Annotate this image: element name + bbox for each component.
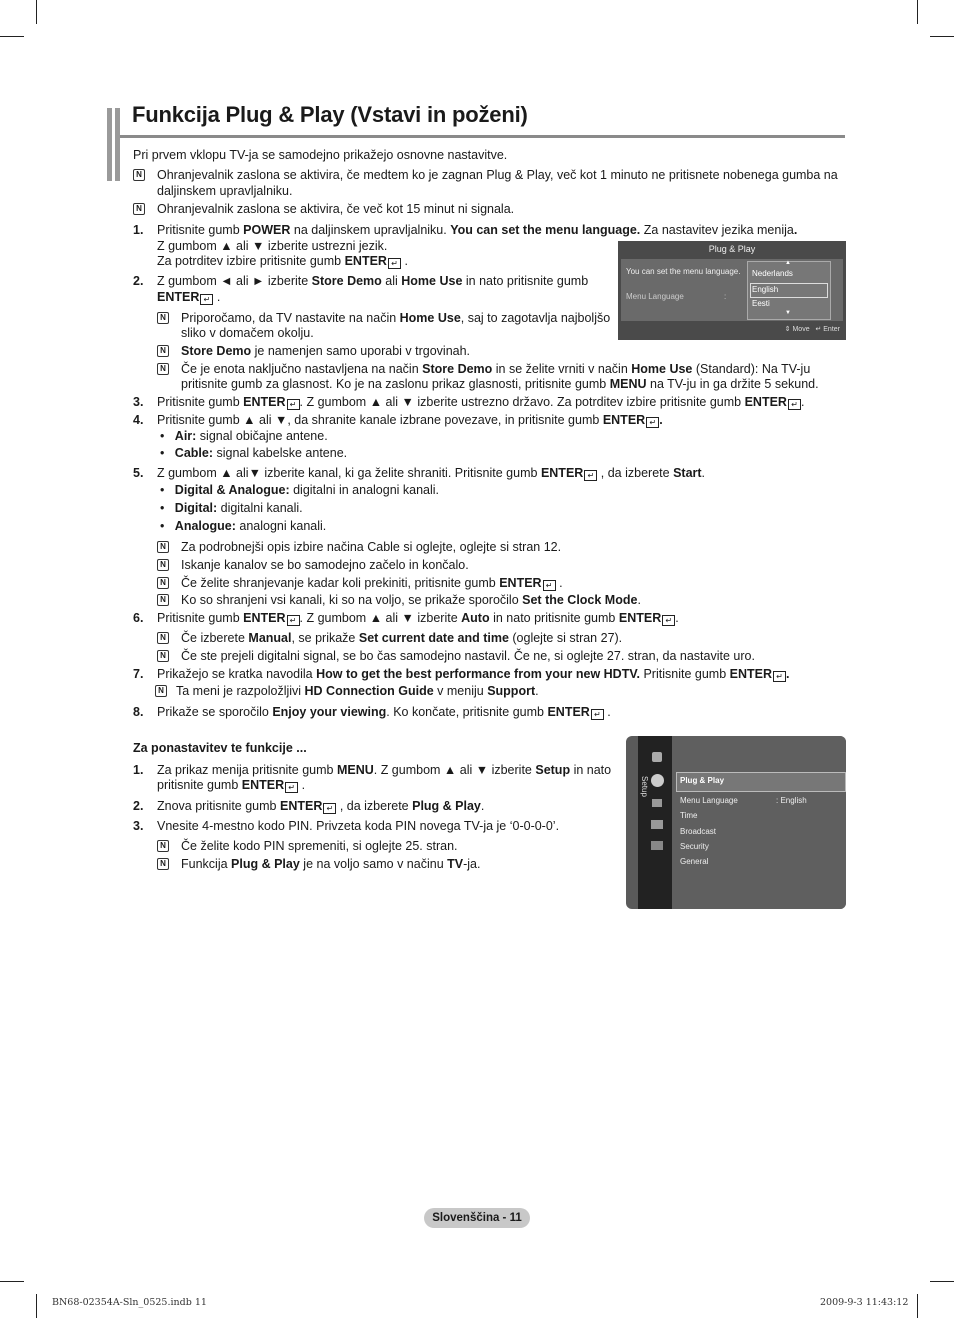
step-text: Pritisnite gumb ENTER ↵ . Z gumbom ▲ ali ▼ izberite Auto in nato pritisnite gumb ENTER ↵ . bbox=[157, 611, 679, 625]
step-text: Z gumbom ▲ ali ▼ izberite ustrezni jezik. bbox=[157, 239, 388, 253]
print-file-info: BN68-02354A-Sln_0525.indb 11 bbox=[52, 1297, 207, 1308]
step-text: Z gumbom ◄ ali ► izberite Store Demo ali Home Use in nato pritisnite gumb bbox=[157, 274, 589, 288]
note-icon: N bbox=[157, 650, 169, 662]
enter-label: Enter bbox=[823, 326, 840, 333]
bullet-item: • Air: signal običajne antene. bbox=[160, 429, 328, 443]
step-number: 6. bbox=[133, 611, 144, 625]
title-accent-bar bbox=[107, 108, 112, 181]
note-text: Če želite kodo PIN spremeniti, si oglejte 25. stran. bbox=[181, 839, 458, 853]
menu-item-plug-play[interactable]: Plug & Play bbox=[680, 776, 725, 785]
language-option[interactable]: Nederlands bbox=[752, 269, 793, 278]
osd-menu-panel bbox=[672, 736, 846, 909]
enter-icon: ↵ bbox=[323, 803, 336, 814]
step-text: Pritisnite gumb ENTER ↵ . Z gumbom ▲ ali ▼ izberite ustrezno državo. Za potrditev izbire pritisnite gumb ENTER ↵ . bbox=[157, 395, 805, 409]
note-icon: N bbox=[155, 685, 167, 697]
note-icon: N bbox=[133, 169, 145, 181]
note-text: Če je enota naključno nastavljena na način Store Demo in se želite vrniti v način Home Use (Standard): Na TV-ju bbox=[181, 362, 811, 376]
language-option[interactable]: English bbox=[752, 285, 779, 294]
osd-header: Plug & Play bbox=[708, 244, 756, 254]
step-text: Znova pritisnite gumb ENTER ↵ , da izberete Plug & Play. bbox=[157, 799, 485, 813]
move-icon: ⇕ bbox=[784, 326, 791, 333]
enter-icon: ↵ bbox=[287, 399, 300, 410]
crop-mark bbox=[930, 1281, 954, 1282]
bullet-item: • Analogue: analogni kanali. bbox=[160, 519, 327, 533]
note-icon: N bbox=[157, 559, 169, 571]
menu-item[interactable]: Broadcast bbox=[680, 827, 717, 836]
step-number: 3. bbox=[133, 395, 144, 409]
crop-mark bbox=[36, 1294, 37, 1318]
crop-mark bbox=[930, 36, 954, 37]
note-icon: N bbox=[133, 203, 145, 215]
note-text: Funkcija Plug & Play je na voljo samo v načinu TV-ja. bbox=[181, 857, 481, 871]
note-text: Ta meni je razpoložljivi HD Connection Guide v meniju Support. bbox=[176, 684, 539, 698]
osd-label: Menu Language bbox=[626, 292, 684, 301]
enter-icon: ↵ bbox=[815, 326, 822, 333]
step-text: ENTER ↵ . bbox=[157, 290, 221, 304]
note-icon: N bbox=[157, 312, 169, 324]
note-text: Če izberete Manual, se prikaže Set current date and time (oglejte si stran 27). bbox=[181, 631, 623, 645]
note-text: Priporočamo, da TV nastavite na način Home Use, saj to zagotavlja najboljšo bbox=[181, 311, 611, 325]
enter-icon: ↵ bbox=[543, 580, 556, 591]
menu-item[interactable]: General bbox=[680, 857, 709, 866]
bullet-item: • Cable: signal kabelske antene. bbox=[160, 446, 348, 460]
step-text: Pritisnite gumb ▲ ali ▼, da shranite kanale izbrane povezave, in pritisnite gumb ENTER ↵ . bbox=[157, 413, 663, 427]
note-icon: N bbox=[157, 858, 169, 870]
title-accent-bar bbox=[115, 108, 120, 181]
note-icon: N bbox=[157, 345, 169, 357]
setup-label: Setup bbox=[640, 776, 649, 797]
step-text: Prikažejo se kratka navodila How to get the best performance from your new HDTV. Pritisnite gumb ENTER ↵ . bbox=[157, 667, 790, 681]
bullet-item: • Digital & Analogue: digitalni in analogni kanali. bbox=[160, 483, 440, 497]
note-text: sliko v domačem okolju. bbox=[181, 326, 314, 340]
language-option[interactable]: Eesti bbox=[752, 299, 770, 308]
crop-mark bbox=[917, 1294, 918, 1318]
application-icon bbox=[651, 820, 663, 829]
osd-body bbox=[621, 259, 843, 321]
title-underline bbox=[120, 135, 845, 138]
crop-mark bbox=[917, 0, 918, 24]
step-number: 5. bbox=[133, 466, 144, 480]
note-text: Ohranjevalnik zaslona se aktivira, če več kot 15 minut ni signala. bbox=[157, 202, 515, 216]
note-text: pritisnite gumb za glasnost. Ko je na zaslonu prikaz glasnosti, pritisnite gumb MENU na TV-ju in ga držite 5 sekund. bbox=[181, 377, 819, 391]
step-number: 7. bbox=[133, 667, 144, 681]
gear-icon bbox=[651, 774, 664, 787]
note-text: Če želite shranjevanje kadar koli prekiniti, pritisnite gumb ENTER ↵ . bbox=[181, 576, 563, 590]
osd-footer bbox=[618, 325, 840, 333]
step-number: 3. bbox=[133, 819, 144, 833]
note-text: Ohranjevalnik zaslona se aktivira, če medtem ko je zagnan Plug & Play, več kot 1 minuto ne pritisnete nobenega gumba na bbox=[157, 168, 838, 182]
enter-icon: ↵ bbox=[591, 709, 604, 720]
step-text: Za potrditev izbire pritisnite gumb ENTER ↵ . bbox=[157, 254, 408, 268]
step-number: 2. bbox=[133, 274, 144, 288]
note-text: Za podrobnejši opis izbire načina Cable si oglejte, oglejte si stran 12. bbox=[181, 540, 562, 554]
note-icon: N bbox=[157, 541, 169, 553]
note-icon: N bbox=[157, 363, 169, 375]
menu-item[interactable]: Security bbox=[680, 842, 709, 851]
note-icon: N bbox=[157, 577, 169, 589]
crop-mark bbox=[36, 0, 37, 24]
note-text: daljinskem upravljalniku. bbox=[157, 184, 293, 198]
bullet-item: • Digital: digitalni kanali. bbox=[160, 501, 303, 515]
note-icon: N bbox=[157, 840, 169, 852]
step-text: Z gumbom ▲ ali▼ izberite kanal, ki ga želite shraniti. Pritisnite gumb ENTER ↵ , da izberete Start. bbox=[157, 466, 706, 480]
page-title: Funkcija Plug & Play (Vstavi in poženi) bbox=[132, 102, 528, 127]
input-icon bbox=[652, 799, 662, 807]
enter-icon: ↵ bbox=[287, 615, 300, 626]
step-number: 1. bbox=[133, 223, 144, 237]
scroll-down-icon[interactable]: ▼ bbox=[785, 310, 791, 316]
support-icon bbox=[651, 841, 663, 850]
menu-value: : English bbox=[776, 796, 807, 805]
menu-item[interactable]: Time bbox=[680, 811, 698, 820]
picture-icon bbox=[652, 752, 662, 762]
step-text: pritisnite gumb ENTER ↵ . bbox=[157, 778, 306, 792]
osd-language-screen bbox=[618, 241, 846, 340]
scroll-up-icon[interactable]: ▲ bbox=[785, 260, 791, 266]
step-number: 4. bbox=[133, 413, 144, 427]
note-text: Če ste prejeli digitalni signal, se bo čas samodejno nastavil. Če ne, si oglejte 27. stran, da nastavite uro. bbox=[181, 649, 755, 663]
intro-text: Pri prvem vklopu TV-ja se samodejno prikažejo osnovne nastavitve. bbox=[133, 148, 508, 162]
note-text: Iskanje kanalov se bo samodejno začelo in končalo. bbox=[181, 558, 469, 572]
note-text: Ko so shranjeni vsi kanali, ki so na voljo, se prikaže sporočilo Set the Clock Mode. bbox=[181, 593, 641, 607]
step-text: Za prikaz menija pritisnite gumb MENU. Z gumbom ▲ ali ▼ izberite Setup in nato bbox=[157, 763, 612, 777]
enter-icon: ↵ bbox=[773, 671, 786, 682]
enter-icon: ↵ bbox=[584, 470, 597, 481]
section-heading: Za ponastavitev te funkcije ... bbox=[133, 741, 307, 755]
step-text: Vnesite 4-mestno kodo PIN. Privzeta koda PIN novega TV-ja je ‘0-0-0-0’. bbox=[157, 819, 560, 833]
enter-icon: ↵ bbox=[646, 417, 659, 428]
step-number: 8. bbox=[133, 705, 144, 719]
language-list[interactable] bbox=[747, 261, 831, 320]
menu-item[interactable]: Menu Language bbox=[680, 796, 738, 805]
step-number: 1. bbox=[133, 763, 144, 777]
enter-icon: ↵ bbox=[388, 258, 401, 269]
page-number-label: Slovenščina - 11 bbox=[424, 1208, 530, 1228]
print-date-info: 2009-9-3 11:43:12 bbox=[820, 1297, 909, 1308]
osd-message: You can set the menu language. bbox=[626, 267, 741, 276]
step-text: Prikaže se sporočilo Enjoy your viewing. Ko končate, pritisnite gumb ENTER ↵ . bbox=[157, 705, 611, 719]
note-text: Store Demo je namenjen samo uporabi v trgovinah. bbox=[181, 344, 471, 358]
crop-mark bbox=[0, 36, 24, 37]
osd-colon: : bbox=[724, 292, 727, 301]
step-text: Pritisnite gumb POWER na daljinskem upravljalniku. You can set the menu language. Za nastavitev jezika menija. bbox=[157, 223, 798, 237]
note-icon: N bbox=[157, 594, 169, 606]
note-icon: N bbox=[157, 632, 169, 644]
move-label: Move bbox=[792, 326, 810, 333]
enter-icon: ↵ bbox=[788, 399, 801, 410]
enter-icon: ↵ bbox=[285, 782, 298, 793]
crop-mark bbox=[0, 1281, 24, 1282]
step-number: 2. bbox=[133, 799, 144, 813]
enter-icon: ↵ bbox=[662, 615, 675, 626]
enter-icon: ↵ bbox=[200, 294, 213, 305]
